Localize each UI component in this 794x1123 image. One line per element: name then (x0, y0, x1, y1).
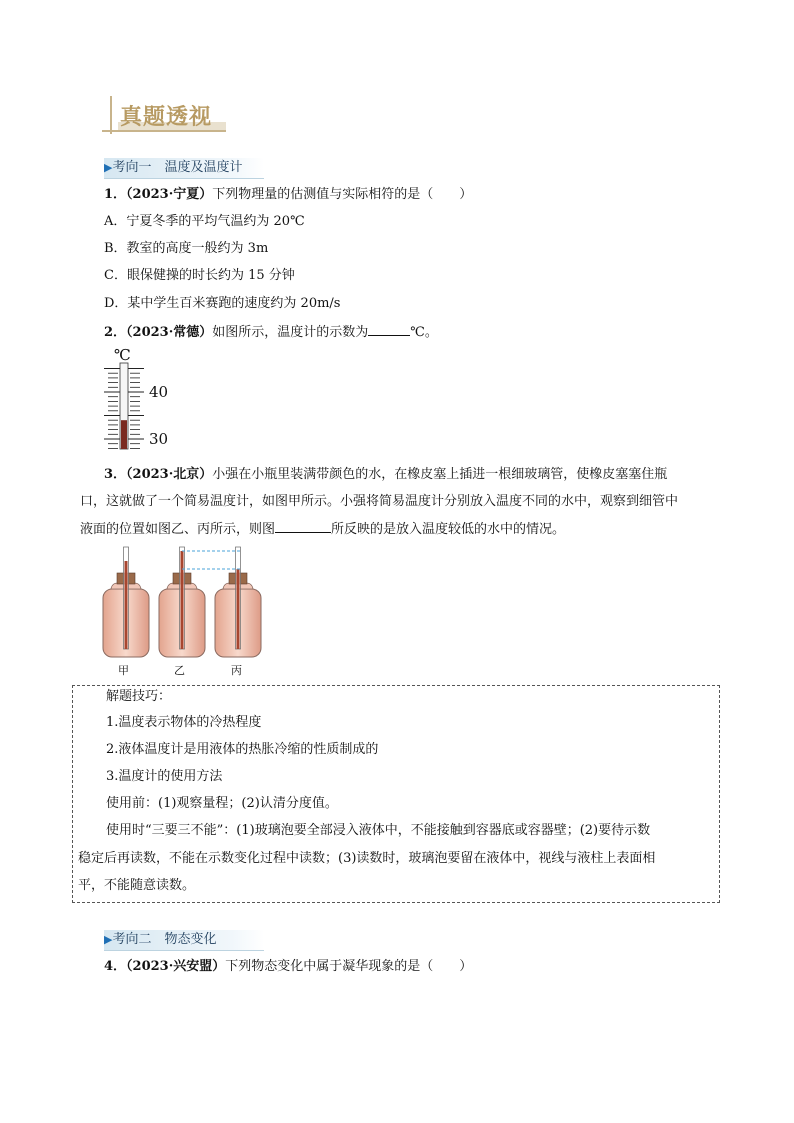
q3-source: （2023·北京） (126, 467, 213, 482)
header-title-block (100, 96, 230, 138)
q3-line-2: 口，这就做了一个简易温度计，如图甲所示。小强将简易温度计分别放入温度不同的水中，观察到细管中 (80, 494, 679, 509)
q4-stem (104, 958, 472, 976)
tips-during-use-3: 平，不能随意读数。 (78, 878, 196, 893)
section-tag-2 (104, 930, 264, 951)
q3-answer-blank[interactable] (275, 519, 331, 533)
q2-answer-blank[interactable] (368, 322, 410, 336)
q4-text: 下列物态变化中属于凝华现象的是（ ） (225, 959, 473, 974)
q1-number: 1． (104, 187, 127, 202)
q1-source: （2023·宁夏） (126, 187, 213, 202)
q1-stem (104, 186, 472, 204)
thermometer-label-30: 30 (149, 430, 169, 448)
triangle-icon: ▶ (104, 161, 113, 174)
bottles-figure (96, 543, 266, 678)
triangle-icon: ▶ (104, 933, 113, 946)
section-label-1: 考向一 温度及温度计 (112, 160, 243, 175)
label-jia: 甲 (118, 664, 129, 677)
tips-title: 解题技巧： (106, 689, 172, 704)
q4-number: 4． (104, 959, 127, 974)
bottle-jia (103, 547, 149, 657)
q1-option-b: B．教室的高度一般约为 3m (104, 241, 269, 256)
q1-option-a: A．宁夏冬季的平均气温约为 20℃ (104, 214, 305, 229)
tips-item-1: 1.温度表示物体的冷热程度 (106, 715, 262, 730)
q1-option-c: C．眼保健操的时长约为 15 分钟 (104, 268, 295, 283)
tips-during-use-2: 稳定后再读数，不能在示数变化过程中读数；(3)读数时，玻璃泡要留在液体中，视线与液柱上表面相 (78, 851, 656, 866)
section-tag-1 (104, 158, 264, 179)
page-title: 真题透视 (120, 105, 213, 130)
tips-item-3: 3.温度计的使用方法 (106, 769, 223, 784)
bottle-bing (215, 547, 261, 657)
tips-before-use: 使用前：(1)观察量程；(2)认清分度值。 (106, 796, 338, 811)
q3-text-3b: 所反映的是放入温度较低的水中的情况。 (331, 522, 566, 537)
thermometer-label-40: 40 (149, 383, 169, 401)
section-label-2: 考向二 物态变化 (112, 932, 217, 947)
q3-line-3 (80, 519, 565, 539)
q2-text: 如图所示，温度计的示数为 (212, 325, 369, 340)
q3-number: 3． (104, 467, 127, 482)
q3-line-1 (104, 466, 667, 484)
header-corner-line (110, 96, 112, 134)
q4-source: （2023·兴安盟） (126, 959, 226, 974)
tips-item-2: 2.液体温度计是用液体的热胀冷缩的性质制成的 (106, 742, 379, 757)
thermometer-liquid (121, 420, 127, 449)
bottle-yi (159, 547, 205, 657)
q1-option-d: D．某中学生百米赛跑的速度约为 20m/s (104, 296, 341, 311)
q3-text-1: 小强在小瓶里装满带颜色的水，在橡皮塞上插进一根细玻璃管，使橡皮塞塞住瓶 (212, 467, 668, 482)
thermometer-figure (100, 345, 190, 455)
bottles-svg (96, 543, 266, 678)
tips-during-use-1: 使用时“三要三不能”：(1)玻璃泡要全部浸入液体中，不能接触到容器底或容器壁；(2)要待示数 (106, 823, 651, 838)
q3-text-3a: 液面的位置如图乙、丙所示，则图 (80, 522, 276, 537)
q2-stem (104, 322, 438, 342)
q2-unit: ℃。 (410, 325, 438, 340)
label-yi: 乙 (174, 664, 185, 677)
thermometer-unit: ℃ (114, 346, 131, 364)
q1-text: 下列物理量的估测值与实际相符的是（ ） (212, 187, 473, 202)
label-bing: 丙 (231, 664, 242, 677)
q2-source: （2023·常德） (126, 325, 213, 340)
q2-number: 2． (104, 325, 127, 340)
